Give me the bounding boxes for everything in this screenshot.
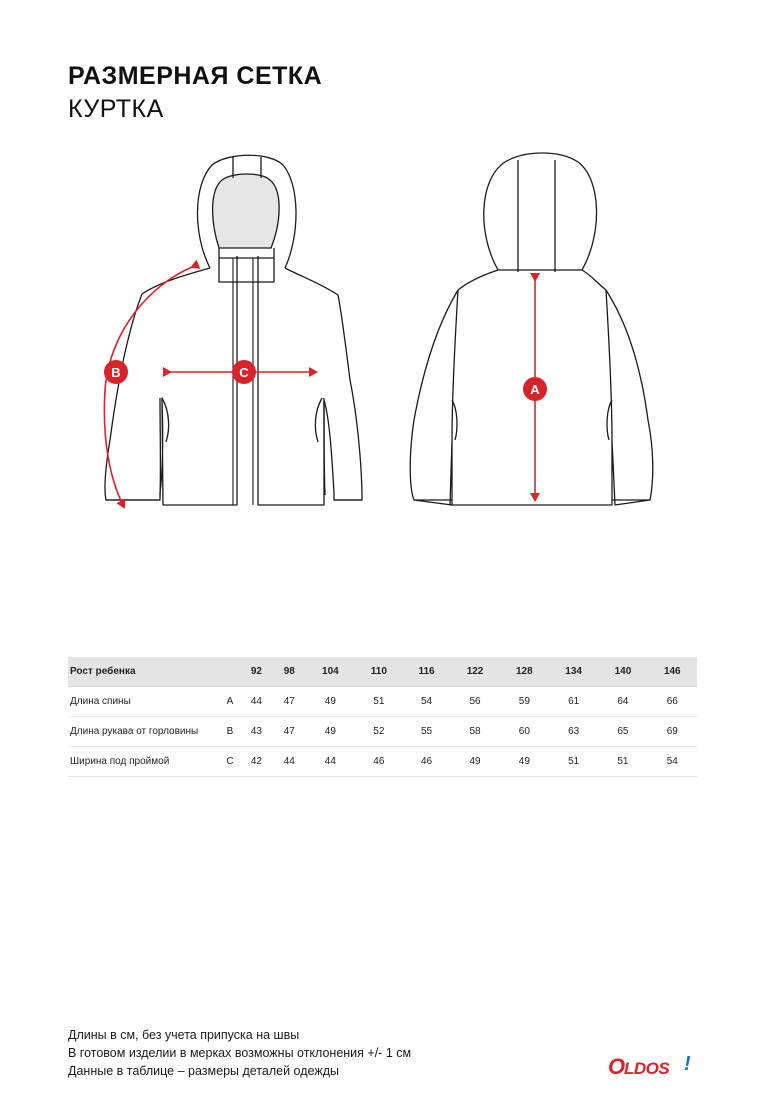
table-header-row — [68, 657, 697, 687]
front-collar — [219, 248, 274, 282]
footnote: В готовом изделии в мерках возможны отклонения +/- 1 см — [68, 1046, 412, 1060]
table-cell: 52 — [355, 717, 403, 747]
front-sleeve-seam-right — [324, 398, 325, 495]
table-cell: 60 — [500, 717, 549, 747]
table-row — [68, 747, 697, 777]
header-size: 92 — [240, 657, 273, 687]
table-cell: 49 — [500, 747, 549, 777]
table-cell: 61 — [549, 687, 598, 717]
header-size: 140 — [598, 657, 647, 687]
row-name: Ширина под проймой — [68, 747, 220, 777]
jacket-back-view — [410, 153, 653, 505]
header-size: 128 — [500, 657, 549, 687]
row-code: B — [220, 717, 240, 747]
table-cell: 54 — [648, 747, 697, 777]
marker-c-label: C — [239, 365, 249, 380]
footnote: Длины в см, без учета припуска на швы — [68, 1028, 300, 1042]
header-size: 110 — [355, 657, 403, 687]
jacket-front-view — [105, 155, 362, 505]
marker-a-label: A — [530, 382, 540, 397]
row-code: A — [220, 687, 240, 717]
header-code-cell — [220, 657, 240, 687]
row-name: Длина спины — [68, 687, 220, 717]
table-cell: 64 — [598, 687, 647, 717]
header-height-label: Рост ребенка — [68, 657, 220, 687]
svg-text:LDOS: LDOS — [624, 1059, 670, 1078]
table-cell: 51 — [355, 687, 403, 717]
table-cell: 44 — [273, 747, 306, 777]
row-code: C — [220, 747, 240, 777]
table-cell: 43 — [240, 717, 273, 747]
table-cell: 66 — [648, 687, 697, 717]
table-cell: 47 — [273, 717, 306, 747]
header-size: 146 — [648, 657, 697, 687]
marker-b-badge — [104, 360, 128, 384]
table-cell: 44 — [240, 687, 273, 717]
page-subtitle: КУРТКА — [68, 95, 164, 123]
table-cell: 54 — [403, 687, 451, 717]
table-cell: 56 — [450, 687, 499, 717]
table-cell: 42 — [240, 747, 273, 777]
table-cell: 46 — [355, 747, 403, 777]
header-size: 98 — [273, 657, 306, 687]
table-cell: 63 — [549, 717, 598, 747]
table-cell: 46 — [403, 747, 451, 777]
row-name: Длина рукава от горловины — [68, 717, 220, 747]
table-row — [68, 687, 697, 717]
footnotes — [68, 1026, 411, 1080]
table-cell: 58 — [450, 717, 499, 747]
header-size: 134 — [549, 657, 598, 687]
back-hood-outline — [484, 153, 597, 270]
header-size: 122 — [450, 657, 499, 687]
page-title: РАЗМЕРНАЯ СЕТКА — [68, 62, 323, 90]
jacket-diagram — [0, 140, 762, 520]
table-cell: 47 — [273, 687, 306, 717]
front-pocket-right — [315, 398, 322, 442]
marker-c-badge — [232, 360, 256, 384]
svg-text:!: ! — [684, 1053, 691, 1075]
brand-logo — [606, 1048, 698, 1082]
marker-b-label: B — [111, 365, 121, 380]
table-cell: 65 — [598, 717, 647, 747]
table-cell: 69 — [648, 717, 697, 747]
svg-text:O: O — [608, 1054, 625, 1079]
marker-a-badge — [523, 377, 547, 401]
header-size: 116 — [403, 657, 451, 687]
footnote: Данные в таблице – размеры деталей одежды — [68, 1064, 339, 1078]
back-hood-seam — [518, 160, 555, 272]
table-cell: 59 — [500, 687, 549, 717]
table-row — [68, 717, 697, 747]
size-table — [68, 657, 697, 777]
header-size: 104 — [306, 657, 355, 687]
table-cell: 55 — [403, 717, 451, 747]
table-cell: 49 — [306, 717, 355, 747]
table-cell: 49 — [450, 747, 499, 777]
table-cell: 51 — [549, 747, 598, 777]
table-cell: 44 — [306, 747, 355, 777]
front-hood-opening — [213, 174, 280, 248]
table-cell: 51 — [598, 747, 647, 777]
table-cell: 49 — [306, 687, 355, 717]
